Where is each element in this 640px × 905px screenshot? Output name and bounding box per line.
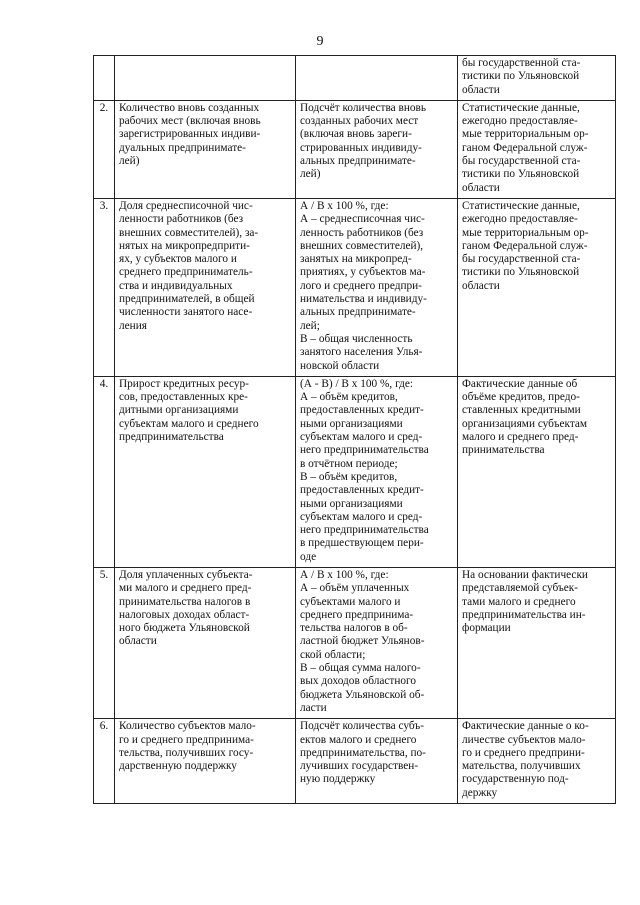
formula-text-line: него предпринимательства <box>300 444 429 457</box>
source-text-line: предпринимательства ин- <box>462 608 586 621</box>
source-text-line: тами малого и среднего <box>462 595 576 608</box>
formula-text-line: В – общая сумма налого- <box>300 662 421 675</box>
source-text-line: мые территориальным ор- <box>462 128 589 141</box>
formula-text-line: тельства налогов в об- <box>300 622 408 635</box>
indicator-text-line: дуальных предпринимате- <box>119 141 246 154</box>
formula-text-line: субъектам малого и сред- <box>300 431 423 444</box>
source-text-line: тистики по Ульяновской <box>462 168 580 181</box>
source-text-line: представляемой субъек- <box>462 582 579 595</box>
formula-text-line: ную поддержку <box>300 773 376 786</box>
formula-text-line: лей; <box>300 319 320 332</box>
formula-text-line: ленность работников (без <box>300 226 424 239</box>
formula-text-line: В – объём кредитов, <box>300 470 398 483</box>
formula-text-line: нимательства и индивиду- <box>300 293 427 306</box>
row-number: 2. <box>94 100 115 198</box>
formula-text-line: лучивших государствен- <box>300 760 419 773</box>
indicator-text-line: лей) <box>119 155 140 168</box>
table-row <box>94 567 616 718</box>
source-text-line: ганом Федеральной служ- <box>462 239 588 252</box>
formula-text-line: стрированных индивиду- <box>300 141 422 154</box>
cell-source <box>458 100 616 198</box>
indicator-text-line: ленности работников (без <box>119 213 244 226</box>
formula-text-line: (А - В) / В х 100 %, где: <box>300 377 414 390</box>
cell-formula <box>296 719 458 804</box>
cell-indicator <box>115 376 296 567</box>
indicator-text-line: численности занятого насе- <box>119 306 253 319</box>
formula-text-line: ными организациями <box>300 417 403 430</box>
indicator-text-line: Количество вновь созданных <box>119 101 260 114</box>
source-text-line: области <box>462 181 500 194</box>
indicator-text-line: ях, у субъектов малого и <box>119 253 237 266</box>
cell-formula <box>296 376 458 567</box>
source-text-line: На основании фактически <box>462 568 588 581</box>
indicator-text-line: дитными организациями <box>119 404 239 417</box>
cell-indicator <box>115 719 296 804</box>
indicator-text-line: Доля уплаченных субъекта- <box>119 568 253 581</box>
indicator-text-line: ства и индивидуальных <box>119 279 233 292</box>
formula-text-line: ской области; <box>300 648 366 661</box>
formula-text-line: в предшествующем пери- <box>300 537 424 550</box>
source-text-line: бы государственной ста- <box>462 155 581 168</box>
indicator-text-line: принимательства налогов в <box>119 595 251 608</box>
source-text-line: области <box>462 279 500 292</box>
source-text-line: Фактические данные о ко- <box>462 720 589 733</box>
formula-text-line: приятиях, у субъектов ма- <box>300 266 426 279</box>
formula-text-line: А / В х 100 %, где: <box>300 568 389 581</box>
row-number: 4. <box>94 376 115 567</box>
formula-text-line: него предпринимательства <box>300 524 429 537</box>
indicator-text-line: ми малого и среднего пред- <box>119 582 252 595</box>
cell-source <box>458 376 616 567</box>
formula-text-line: ектов малого и среднего <box>300 733 417 746</box>
indicator-text-line: внешних совместителей), за- <box>119 226 259 239</box>
source-text-line: организациями субъектам <box>462 417 588 430</box>
indicator-text-line: предпринимателей, в общей <box>119 293 255 306</box>
source-text-line: области <box>462 83 500 96</box>
formula-text-line: В – общая численность <box>300 332 413 345</box>
source-text-line: ставленных кредитными <box>462 404 581 417</box>
formula-text-line: А – объём уплаченных <box>300 582 410 595</box>
indicator-text-line: Количество субъектов мало- <box>119 720 256 733</box>
formula-text-line: оде <box>300 550 317 563</box>
formula-text-line: ными организациями <box>300 497 403 510</box>
formula-text-line: внешних совместителей), <box>300 239 424 252</box>
cell-indicator <box>115 567 296 718</box>
indicator-text-line: области <box>119 635 157 648</box>
source-text-line: мательства, получивших <box>462 760 581 773</box>
source-text-line: Статистические данные, <box>462 199 580 212</box>
formula-text-line: А – среднесписочная чис- <box>300 213 425 226</box>
source-text-line: держку <box>462 786 498 799</box>
source-text-line: бы государственной ста- <box>462 253 581 266</box>
row-number: 3. <box>94 198 115 376</box>
formula-text-line: лого и среднего предпри- <box>300 279 422 292</box>
table-row <box>94 56 616 101</box>
row-number: 5. <box>94 567 115 718</box>
indicator-text-line: тельства, получивших госу- <box>119 746 254 759</box>
formula-text-line: субъектам малого и сред- <box>300 510 423 523</box>
indicator-text-line: среднего предприниматель- <box>119 266 253 279</box>
indicator-text-line: дарственную поддержку <box>119 760 237 773</box>
source-text-line: ежегодно предоставляе- <box>462 213 578 226</box>
formula-text-line: Подсчёт количества субъ- <box>300 720 424 733</box>
formula-text-line: ласти <box>300 701 327 714</box>
cell-formula <box>296 198 458 376</box>
formula-text-line: Подсчёт количества вновь <box>300 101 427 114</box>
formula-text-line: предпринимательства, по- <box>300 746 426 759</box>
cell-indicator <box>115 56 296 101</box>
formula-text-line: занятых на микропред- <box>300 253 412 266</box>
formula-text-line: в отчётном периоде; <box>300 457 398 470</box>
formula-text-line: альных предпринимате- <box>300 306 416 319</box>
table-row <box>94 719 616 804</box>
cell-source <box>458 56 616 101</box>
cell-formula <box>296 567 458 718</box>
indicator-text-line: рабочих мест (включая вновь <box>119 115 261 128</box>
source-text-line: ежегодно предоставляе- <box>462 115 578 128</box>
row-number: 6. <box>94 719 115 804</box>
source-text-line: тистики по Ульяновской <box>462 266 580 279</box>
formula-text-line: бюджета Ульяновской об- <box>300 688 425 701</box>
formula-text-line: (включая вновь зареги- <box>300 128 412 141</box>
source-text-line: государственную под- <box>462 773 569 786</box>
formula-text-line: ластной бюджет Ульянов- <box>300 635 425 648</box>
formula-text-line: А – объём кредитов, <box>300 391 398 404</box>
indicator-text-line: субъектам малого и среднего <box>119 417 259 430</box>
formula-text-line: предоставленных кредит- <box>300 484 424 497</box>
formula-text-line: А / В х 100 %, где: <box>300 199 389 212</box>
indicator-text-line: предпринимательства <box>119 431 224 444</box>
page-number: 9 <box>316 34 324 49</box>
source-text-line: Фактические данные об <box>462 377 578 390</box>
source-text-line: ганом Федеральной служ- <box>462 141 588 154</box>
formula-text-line: занятого населения Улья- <box>300 346 423 359</box>
cell-formula <box>296 56 458 101</box>
indicators-table <box>93 55 616 804</box>
indicator-text-line: нятых на микропредприти- <box>119 239 250 252</box>
formula-text-line: альных предпринимате- <box>300 155 416 168</box>
source-text-line: формации <box>462 622 511 635</box>
cell-indicator <box>115 198 296 376</box>
cell-source <box>458 719 616 804</box>
indicator-text-line: ления <box>119 319 147 332</box>
indicator-text-line: го и среднего предпринима- <box>119 733 254 746</box>
source-text-line: малого и среднего пред- <box>462 431 579 444</box>
formula-text-line: предоставленных кредит- <box>300 404 424 417</box>
source-text-line: мые территориальным ор- <box>462 226 589 239</box>
table-row <box>94 100 616 198</box>
indicator-text-line: ного бюджета Ульяновской <box>119 622 250 635</box>
source-text-line: Статистические данные, <box>462 101 580 114</box>
source-text-line: личестве субъектов мало- <box>462 733 586 746</box>
indicator-text-line: Доля среднесписочной чис- <box>119 199 253 212</box>
cell-formula <box>296 100 458 198</box>
formula-text-line: субъектами малого и <box>300 595 401 608</box>
source-text-line: го и среднего предприни- <box>462 746 585 759</box>
source-text-line: объёме кредитов, предо- <box>462 391 580 404</box>
formula-text-line: новской области <box>300 359 380 372</box>
table-row <box>94 376 616 567</box>
source-text-line: бы государственной ста- <box>462 57 581 69</box>
source-text-line: тистики по Ульяновской <box>462 70 580 83</box>
source-text-line: принимательства <box>462 444 545 457</box>
formula-text-line: вых доходов областного <box>300 675 417 688</box>
formula-text-line: созданных рабочих мест <box>300 115 419 128</box>
table-row <box>94 198 616 376</box>
formula-text-line: лей) <box>300 168 321 181</box>
cell-indicator <box>115 100 296 198</box>
indicator-text-line: налоговых доходах област- <box>119 608 250 621</box>
row-number <box>94 56 115 101</box>
cell-source <box>458 567 616 718</box>
table-body <box>94 56 616 804</box>
cell-source <box>458 198 616 376</box>
indicator-text-line: сов, предоставленных кре- <box>119 391 248 404</box>
indicator-text-line: зарегистрированных индиви- <box>119 128 261 141</box>
indicator-text-line: Прирост кредитных ресур- <box>119 377 249 390</box>
formula-text-line: среднего предпринима- <box>300 608 414 621</box>
